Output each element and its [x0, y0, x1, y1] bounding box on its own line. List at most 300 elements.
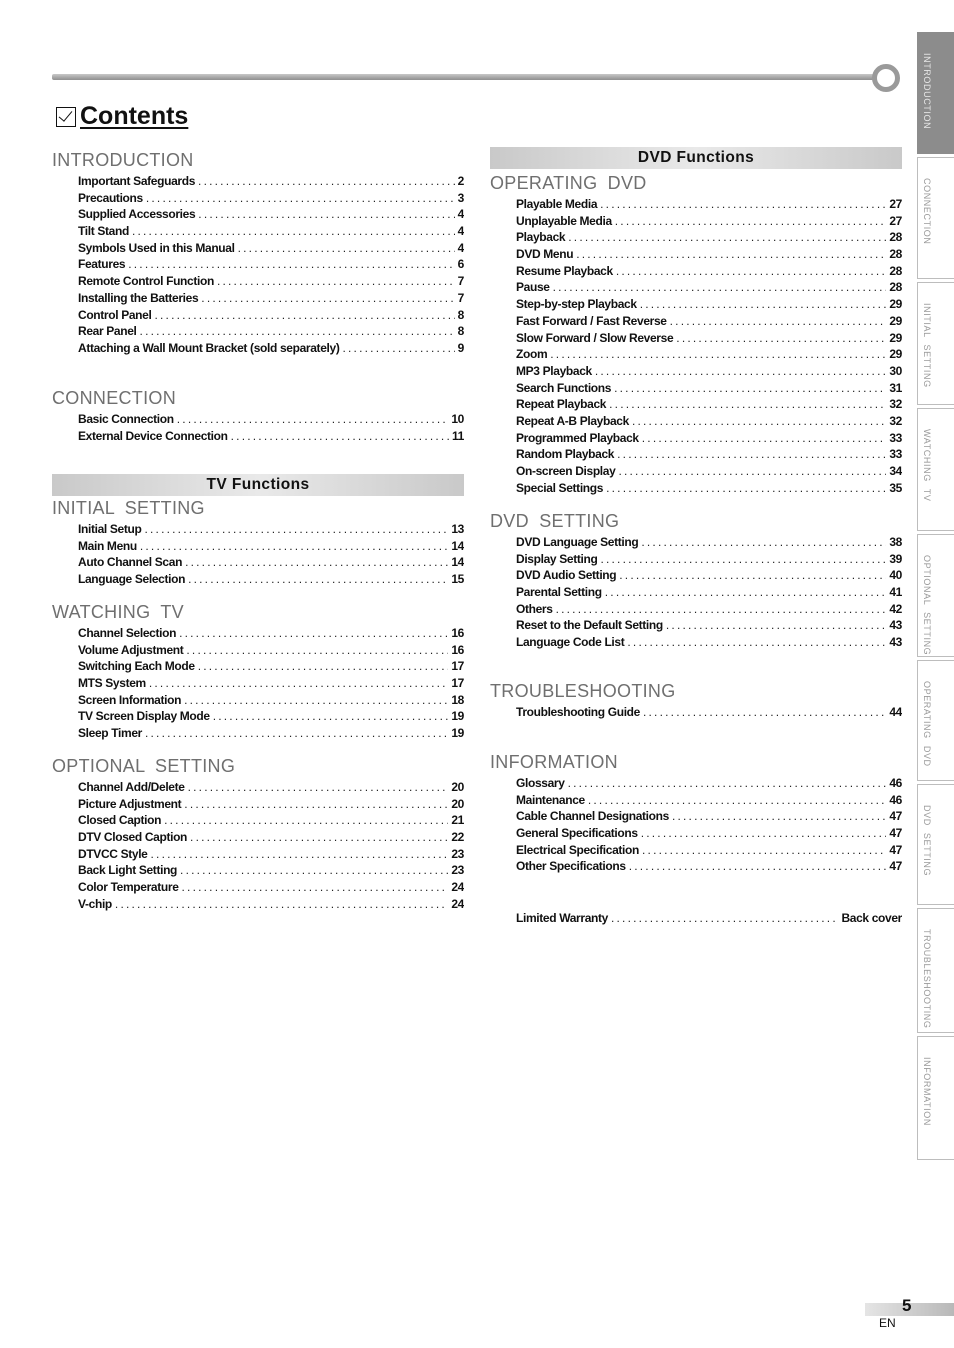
- entry-page: 32: [889, 413, 902, 428]
- entry-page: 7: [457, 290, 464, 305]
- entry-page: 41: [889, 585, 902, 600]
- dot-leader: [600, 552, 886, 566]
- section-troubleshooting: [490, 681, 902, 722]
- toc-entry: [78, 726, 464, 743]
- section-heading: OPTIONAL SETTING: [52, 756, 236, 776]
- dot-leader: [676, 331, 886, 345]
- toc-entry: [516, 197, 902, 214]
- entry-page: 2: [457, 174, 464, 188]
- entry-label: DVD Menu: [516, 247, 574, 262]
- toc-entry: [78, 863, 464, 880]
- entry-label: Color Temperature: [78, 880, 179, 895]
- entry-label: Display Setting: [516, 551, 598, 566]
- entry-label: MTS System: [78, 676, 146, 691]
- toc-entry: [516, 464, 902, 481]
- toc-entry: [78, 880, 464, 897]
- entry-page: 27: [889, 213, 902, 228]
- entry-label: Volume Adjustment: [78, 642, 184, 657]
- entry-label: DVD Language Setting: [516, 535, 639, 549]
- entry-label: Maintenance: [516, 792, 585, 807]
- entry-page: 28: [889, 247, 902, 262]
- page-number: 5: [902, 1296, 912, 1315]
- entry-label: Language Code List: [516, 635, 625, 650]
- entry-page: 10: [451, 412, 464, 426]
- entry-label: Glossary: [516, 776, 565, 790]
- entry-label: Features: [78, 257, 126, 272]
- entry-label: External Device Connection: [78, 428, 228, 443]
- toc-entry: [78, 676, 464, 693]
- entry-page: 47: [889, 842, 902, 857]
- entry-page: 43: [889, 635, 902, 650]
- entry-label: Cable Channel Designations: [516, 809, 669, 824]
- entry-page: 40: [889, 568, 902, 583]
- toc-entry: [78, 897, 464, 914]
- entry-page: 42: [889, 601, 902, 616]
- toc-entry: [516, 826, 902, 843]
- entry-label: Switching Each Mode: [78, 659, 195, 674]
- section-dvd-setting: [490, 511, 902, 652]
- toc-entry: [78, 224, 464, 241]
- dot-leader: [179, 626, 448, 640]
- entry-label: Slow Forward / Slow Reverse: [516, 330, 674, 345]
- dot-leader: [184, 693, 448, 707]
- toc-entry: [516, 297, 902, 314]
- entry-label: Tilt Stand: [78, 224, 129, 239]
- entry-label: Step-by-step Playback: [516, 297, 637, 312]
- dot-leader: [140, 539, 448, 553]
- entry-page: 8: [457, 324, 464, 339]
- dot-leader: [556, 602, 887, 616]
- entry-label: Other Specifications: [516, 859, 626, 874]
- entry-page: 19: [451, 709, 464, 724]
- toc-entry: [78, 429, 464, 446]
- toc-entry: [516, 431, 902, 448]
- toc-entry: [78, 797, 464, 814]
- dot-leader: [605, 585, 887, 599]
- dot-leader: [672, 809, 886, 823]
- section-heading: INITIAL SETTING: [52, 498, 205, 518]
- side-tab-watching-tv[interactable]: [917, 408, 954, 531]
- dot-leader: [190, 830, 448, 844]
- toc-entry: [516, 793, 902, 810]
- side-tab-optional-setting[interactable]: [917, 534, 954, 657]
- toc-entry: [78, 555, 464, 572]
- entry-page: 9: [457, 340, 464, 355]
- entry-page: 30: [889, 363, 902, 378]
- section-warranty: [490, 911, 902, 928]
- entry-label: Remote Control Function: [78, 274, 214, 289]
- dot-leader: [180, 863, 448, 877]
- entry-page: 15: [451, 572, 464, 587]
- toc-entry: [78, 830, 464, 847]
- side-tab-dvd-setting[interactable]: [917, 784, 954, 905]
- dot-leader: [588, 793, 887, 807]
- page-title: [56, 102, 188, 131]
- entry-page: 47: [889, 826, 902, 841]
- entry-page: 16: [451, 626, 464, 640]
- entry-page: 32: [889, 397, 902, 412]
- tv-functions-band: TV Functions: [52, 474, 464, 496]
- entry-page: 47: [889, 809, 902, 824]
- side-tab-information[interactable]: [917, 1036, 954, 1160]
- dot-leader: [146, 191, 455, 205]
- dot-leader: [188, 780, 449, 794]
- entry-page: 21: [451, 813, 464, 828]
- toc-entry: [78, 274, 464, 291]
- dot-leader: [184, 797, 448, 811]
- dot-leader: [198, 207, 454, 221]
- entry-page: 28: [889, 280, 902, 295]
- dot-leader: [666, 618, 886, 632]
- toc-entry: [516, 347, 902, 364]
- entry-page: 6: [457, 257, 464, 272]
- section-heading: CONNECTION: [52, 388, 176, 408]
- entry-label: Closed Caption: [78, 813, 162, 828]
- dot-leader: [641, 535, 886, 549]
- entry-label: Playable Media: [516, 197, 598, 211]
- entry-label: Important Safeguards: [78, 174, 196, 188]
- entry-page: 20: [451, 780, 464, 794]
- entry-page: 3: [457, 190, 464, 205]
- section-watching-tv: [52, 602, 464, 743]
- entry-label: Fast Forward / Fast Reverse: [516, 313, 667, 328]
- toc-entry: [516, 776, 902, 793]
- entry-label: V-chip: [78, 896, 112, 911]
- entry-label: Picture Adjustment: [78, 796, 182, 811]
- toc-entry: [516, 859, 902, 876]
- dot-leader: [198, 659, 449, 673]
- section-heading: INFORMATION: [490, 752, 618, 772]
- toc-entry: [78, 813, 464, 830]
- dot-leader: [629, 859, 887, 873]
- dot-leader: [217, 274, 455, 288]
- toc-entry: [78, 191, 464, 208]
- dot-leader: [145, 726, 448, 740]
- dot-leader: [553, 280, 887, 294]
- toc-entry: [516, 247, 902, 264]
- entry-label: Language Selection: [78, 572, 186, 587]
- entry-page: 47: [889, 859, 902, 874]
- section-optional-setting: [52, 756, 464, 914]
- dot-leader: [342, 341, 454, 355]
- entry-page: 4: [457, 224, 464, 239]
- toc-entry: [516, 314, 902, 331]
- toc-entry: [78, 257, 464, 274]
- section-introduction: [52, 150, 464, 358]
- entry-label: DTVCC Style: [78, 846, 148, 861]
- dot-leader: [201, 291, 454, 305]
- entry-page: 13: [451, 522, 464, 536]
- entry-page: 33: [889, 430, 902, 445]
- entry-label: Repeat Playback: [516, 397, 607, 412]
- section-initial-setting: [52, 498, 464, 589]
- toc-entry: [78, 241, 464, 258]
- dot-leader: [609, 397, 886, 411]
- entry-page: 14: [451, 555, 464, 570]
- entry-label: DVD Audio Setting: [516, 568, 617, 583]
- dot-leader: [576, 247, 886, 261]
- entry-page: 29: [889, 313, 902, 328]
- entry-page: 28: [889, 263, 902, 278]
- entry-label: Limited Warranty: [516, 911, 608, 925]
- section-heading: WATCHING TV: [52, 602, 184, 622]
- entry-page: 46: [889, 776, 902, 790]
- toc-entry: [516, 230, 902, 247]
- entry-page: 7: [457, 274, 464, 289]
- entry-label: Unplayable Media: [516, 213, 612, 228]
- entry-label: Pause: [516, 280, 550, 295]
- dot-leader: [188, 572, 448, 586]
- entry-page: 38: [889, 535, 902, 549]
- entry-page: 17: [451, 676, 464, 691]
- section-heading: DVD SETTING: [490, 511, 620, 531]
- side-tab-connection[interactable]: [917, 157, 954, 279]
- dot-leader: [177, 412, 449, 426]
- dot-leader: [132, 224, 455, 238]
- toc-entry: [516, 397, 902, 414]
- dot-leader: [627, 635, 886, 649]
- side-tab-operating-dvd[interactable]: [917, 660, 954, 781]
- dot-leader: [238, 241, 455, 255]
- entry-label: Symbols Used in this Manual: [78, 240, 235, 255]
- entry-page: 20: [451, 796, 464, 811]
- entry-label: Channel Selection: [78, 626, 177, 640]
- dot-leader: [231, 429, 449, 443]
- toc-entry: [516, 568, 902, 585]
- entry-page: 28: [889, 230, 902, 245]
- dot-leader: [615, 214, 887, 228]
- entry-page: 4: [457, 207, 464, 222]
- dot-leader: [642, 843, 886, 857]
- entry-page: 27: [889, 197, 902, 211]
- entry-page: 43: [889, 618, 902, 633]
- entry-list: [490, 776, 902, 876]
- entry-list: [52, 412, 464, 445]
- toc-entry: [78, 291, 464, 308]
- section-heading: TROUBLESHOOTING: [490, 681, 676, 701]
- entry-label: Random Playback: [516, 447, 615, 462]
- dot-leader: [144, 522, 448, 536]
- dot-leader: [606, 481, 886, 495]
- toc-entry: [78, 412, 464, 429]
- entry-list: [490, 197, 902, 497]
- toc-entry: [78, 308, 464, 325]
- entry-page: 19: [451, 726, 464, 741]
- entry-label: Electrical Specification: [516, 842, 639, 857]
- entry-page: Back cover: [841, 911, 902, 925]
- toc-entry: [516, 535, 902, 552]
- toc-entry: [516, 214, 902, 231]
- toc-entry: [516, 618, 902, 635]
- entry-label: On-screen Display: [516, 464, 616, 478]
- dot-leader: [568, 776, 887, 790]
- dot-leader: [154, 308, 454, 322]
- entry-label: Others: [516, 601, 553, 616]
- entry-list: [490, 705, 902, 722]
- toc-entry: [516, 705, 902, 722]
- side-tab-label: DVD SETTING: [922, 805, 932, 877]
- toc-entry: [516, 280, 902, 297]
- entry-page: 33: [889, 447, 902, 462]
- side-tab-label: INITIAL SETTING: [922, 303, 932, 388]
- side-tab-label: TROUBLESHOOTING: [922, 929, 932, 1029]
- side-tab-troubleshooting[interactable]: [917, 908, 954, 1033]
- toc-entry: [516, 364, 902, 381]
- dot-leader: [617, 447, 886, 461]
- side-tab-label: INFORMATION: [922, 1057, 932, 1126]
- entry-page: 17: [451, 659, 464, 674]
- toc-entry: [516, 809, 902, 826]
- toc-entry: [516, 331, 902, 348]
- dot-leader: [149, 676, 448, 690]
- dot-leader: [642, 431, 887, 445]
- side-tab-label: WATCHING TV: [922, 429, 932, 502]
- dot-leader: [128, 257, 454, 271]
- dot-leader: [614, 381, 886, 395]
- dot-leader: [140, 324, 455, 338]
- entry-page: 46: [889, 792, 902, 807]
- dot-leader: [618, 464, 886, 478]
- side-tab-initial-setting[interactable]: [917, 282, 954, 405]
- dot-leader: [182, 880, 449, 894]
- toc-entry: [516, 381, 902, 398]
- toc-entry: [78, 709, 464, 726]
- entry-list: [52, 522, 464, 589]
- dot-leader: [186, 643, 448, 657]
- toc-entry: [78, 626, 464, 643]
- entry-page: 31: [889, 380, 902, 395]
- entry-page: 18: [451, 692, 464, 707]
- entry-page: 16: [451, 642, 464, 657]
- entry-label: MP3 Playback: [516, 363, 592, 378]
- entry-label: DTV Closed Caption: [78, 830, 188, 845]
- entry-label: Precautions: [78, 190, 143, 205]
- entry-label: Troubleshooting Guide: [516, 705, 640, 719]
- dot-leader: [151, 847, 449, 861]
- entry-page: 14: [451, 538, 464, 553]
- entry-label: General Specifications: [516, 826, 638, 841]
- entry-label: Control Panel: [78, 307, 152, 322]
- entry-list: [490, 535, 902, 652]
- dot-leader: [611, 911, 838, 925]
- entry-page: 35: [889, 480, 902, 495]
- toc-entry: [78, 174, 464, 191]
- entry-page: 24: [451, 880, 464, 895]
- toc-entry: [78, 522, 464, 539]
- section-connection: [52, 388, 464, 445]
- dot-leader: [213, 709, 449, 723]
- dot-leader: [619, 568, 886, 582]
- dot-leader: [185, 555, 448, 569]
- entry-label: Search Functions: [516, 380, 612, 395]
- entry-label: Main Menu: [78, 538, 137, 553]
- entry-label: Parental Setting: [516, 585, 602, 600]
- entry-list: [52, 174, 464, 358]
- side-tab-label: CONNECTION: [922, 178, 932, 245]
- toc-entry: [516, 264, 902, 281]
- entry-list: [52, 780, 464, 914]
- toc-entry: [78, 659, 464, 676]
- entry-label: Repeat A-B Playback: [516, 413, 629, 428]
- dot-leader: [600, 197, 886, 211]
- toc-entry: [516, 414, 902, 431]
- entry-list: [52, 626, 464, 743]
- dot-leader: [641, 826, 887, 840]
- dot-leader: [632, 414, 886, 428]
- entry-label: Basic Connection: [78, 412, 174, 426]
- toc-entry: [78, 780, 464, 797]
- entry-label: Auto Channel Scan: [78, 555, 183, 570]
- section-information: [490, 752, 902, 876]
- side-tab-introduction[interactable]: [917, 32, 954, 154]
- toc-entry: [516, 552, 902, 569]
- entry-page: 11: [452, 428, 464, 443]
- side-tab-label: INTRODUCTION: [922, 53, 932, 130]
- checkbox-icon: [56, 107, 76, 127]
- entry-page: 4: [457, 240, 464, 255]
- entry-page: 23: [451, 863, 464, 878]
- toc-entry: [516, 447, 902, 464]
- entry-label: Screen Information: [78, 692, 182, 707]
- toc-entry: [78, 847, 464, 864]
- toc-entry: [78, 207, 464, 224]
- dot-leader: [595, 364, 886, 378]
- entry-label: Playback: [516, 230, 566, 245]
- entry-list: [490, 911, 902, 928]
- title-text: Contents: [80, 102, 189, 130]
- entry-page: 8: [457, 307, 464, 322]
- entry-label: Back Light Setting: [78, 863, 178, 878]
- entry-label: Resume Playback: [516, 263, 613, 278]
- toc-entry: [516, 843, 902, 860]
- entry-page: 29: [889, 297, 902, 312]
- toc-entry: [516, 585, 902, 602]
- entry-label: Rear Panel: [78, 324, 137, 339]
- section-heading: INTRODUCTION: [52, 150, 194, 170]
- toc-entry: [516, 911, 902, 928]
- toc-entry: [78, 572, 464, 589]
- dot-leader: [198, 174, 455, 188]
- entry-label: Supplied Accessories: [78, 207, 196, 222]
- entry-page: 29: [889, 330, 902, 345]
- dot-leader: [568, 230, 886, 244]
- toc-entry: [78, 324, 464, 341]
- side-tab-label: OPERATING DVD: [922, 681, 932, 767]
- entry-label: Special Settings: [516, 480, 604, 495]
- entry-label: Reset to the Default Setting: [516, 618, 663, 633]
- dot-leader: [616, 264, 887, 278]
- top-rule: [52, 74, 874, 80]
- dot-leader: [643, 705, 886, 719]
- dot-leader: [670, 314, 887, 328]
- side-tab-label: OPTIONAL SETTING: [922, 555, 932, 656]
- toc-entry: [78, 341, 464, 358]
- section-operating-dvd: [490, 173, 902, 497]
- toc-entry: [78, 539, 464, 556]
- dot-leader: [164, 813, 448, 827]
- entry-page: 34: [889, 464, 902, 478]
- dot-leader: [115, 897, 448, 911]
- dot-leader: [640, 297, 887, 311]
- entry-page: 44: [889, 705, 902, 719]
- entry-label: Zoom: [516, 347, 548, 362]
- entry-label: Channel Add/Delete: [78, 780, 185, 794]
- circle-ornament: [872, 64, 900, 92]
- toc-entry: [78, 643, 464, 660]
- toc-entry: [516, 481, 902, 498]
- toc-entry: [516, 635, 902, 652]
- entry-label: TV Screen Display Mode: [78, 709, 210, 724]
